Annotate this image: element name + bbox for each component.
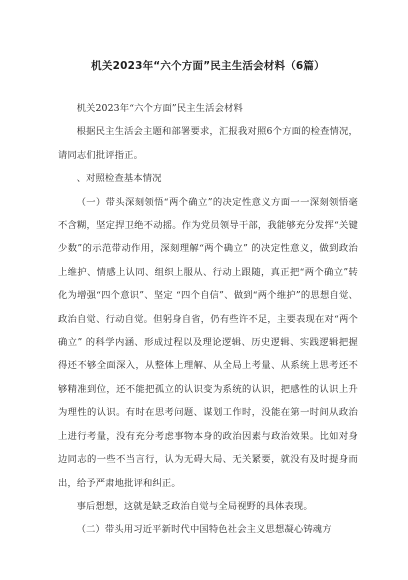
paragraph-point-one: （一）带头深刻领悟“两个确立”的决定性意义方面一一深刻领悟毫不含糊，坚定捍卫绝不动摇。作为党员领导干部，我能够充分发挥“关键少数”的示范带动作用，深刻理解“两个确立” 的决定性意义，做到政治上维护、情感上认同、组织上服从、行动上跟随，真正把“两个确立”转化为增强“四个意识”、坚定 “四个自信”、做到“两个维护”的思想自觉、政治自觉、行动自觉。但躬身自省，仍有些许不足，主要表现在对“两个确立” 的科学内涵、形成过程以及理论逻辑、历史逻辑、实践逻辑把握得还不够全面深入，从整体上理解、从全局上考量、从系统上思考还不够精准到位，还不能把孤立的认识变为系统的认识，把感性的认识上升为理性的认识。有时在思考问题、谋划工作时，没能在第一时间从政治上进行考量，没有充分考虑事物本身的政治因素与政治效果。比如对身边同志的一些不当言行，认为无碍大局、无关紧要，就没有及时提身而出，给予严肃地批评和纠正。 [58, 196, 358, 489]
paragraph-intro: 根据民主生活会主题和部署要求，汇报我对照6个方面的检查情况，请同志们批评指正。 [58, 126, 358, 161]
document-title: 机关2023年“六个方面”民主生活会材料（6篇） [91, 60, 325, 72]
paragraph-reflection: 事后想想，这就是缺乏政治自觉与全局视野的具体表现。 [76, 500, 313, 512]
paragraph-subtitle: 机关2023年“六个方面”民主生活会材料 [76, 103, 243, 114]
section-heading: 、对照检查基本情况 [76, 173, 162, 185]
paragraph-point-two: （二）带头用习近平新时代中国特色社会主义思想凝心铸魂方 [76, 524, 332, 536]
document-body [58, 97, 358, 542]
